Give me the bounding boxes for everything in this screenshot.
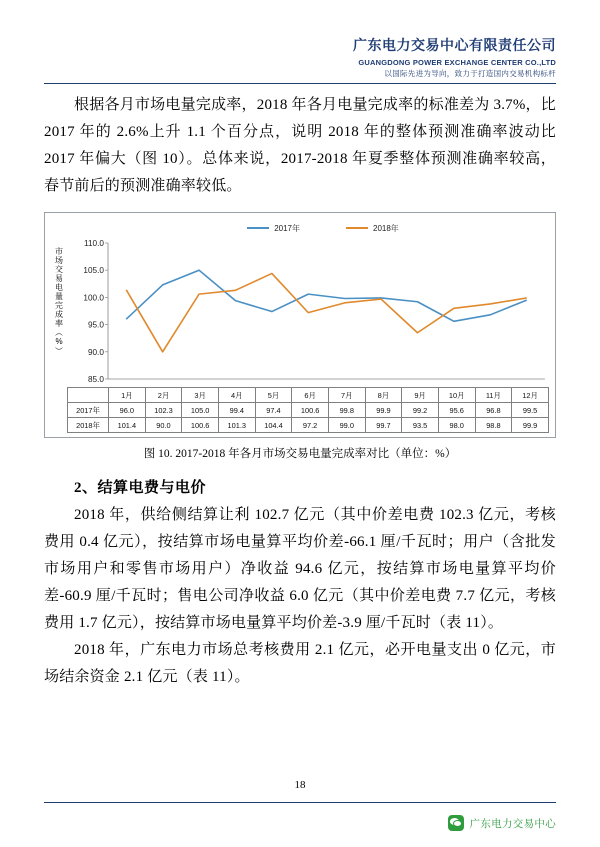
table-cell: 101.3 bbox=[218, 418, 255, 433]
header-divider bbox=[44, 83, 556, 84]
footer-divider bbox=[44, 802, 556, 803]
table-cell: 101.4 bbox=[109, 418, 146, 433]
footer-brand bbox=[448, 815, 556, 831]
table-column-header: 10月 bbox=[438, 388, 475, 403]
table-column-header: 5月 bbox=[255, 388, 292, 403]
table-cell: 95.6 bbox=[438, 403, 475, 418]
svg-text:100.0: 100.0 bbox=[83, 293, 104, 303]
svg-text:90.0: 90.0 bbox=[87, 347, 104, 357]
legend-label-2018: 2018年 bbox=[373, 223, 399, 233]
table-cell: 100.6 bbox=[292, 403, 329, 418]
table-cell: 98.0 bbox=[438, 418, 475, 433]
paragraph-1: 根据各月市场电量完成率，2018 年各月电量完成率的标准差为 3.7%，比 2017 年的 2.6%上升 1.1 个百分点，说明 2018 年的整体预测准确率波动比 2017 年偏大（图 10）。总体来说，2017-2018 年夏季整体预测准确率较高，春节前后的预测准确率较低。 bbox=[44, 97, 556, 194]
page-number: 18 bbox=[294, 779, 306, 791]
svg-text:95.0: 95.0 bbox=[87, 320, 104, 330]
section-heading: 2、结算电费与电价 bbox=[74, 480, 207, 496]
table-column-header: 7月 bbox=[328, 388, 365, 403]
table-row-header: 2017年 bbox=[68, 403, 109, 418]
table-cell: 102.3 bbox=[145, 403, 182, 418]
table-cell: 93.5 bbox=[402, 418, 439, 433]
table-row bbox=[68, 403, 549, 418]
chart-container bbox=[44, 212, 556, 438]
table-column-header: 3月 bbox=[182, 388, 219, 403]
table-cell: 100.6 bbox=[182, 418, 219, 433]
table-cell: 99.4 bbox=[218, 403, 255, 418]
table-header-row bbox=[68, 388, 549, 403]
svg-text:105.0: 105.0 bbox=[83, 266, 104, 276]
table-column-header: 2月 bbox=[145, 388, 182, 403]
table-row-header: 2018年 bbox=[68, 418, 109, 433]
figure-10 bbox=[44, 212, 556, 461]
table-column-header: 1月 bbox=[109, 388, 146, 403]
table-cell: 99.2 bbox=[402, 403, 439, 418]
plot-wrapper bbox=[51, 237, 549, 387]
table-column-header: 4月 bbox=[218, 388, 255, 403]
figure-caption: 图 10. 2017-2018 年各月市场交易电量完成率对比（单位：%） bbox=[143, 448, 457, 460]
y-axis-label: 市场交易电量完成率（%） bbox=[54, 246, 64, 356]
document-header bbox=[353, 38, 556, 78]
table-cell: 104.4 bbox=[255, 418, 292, 433]
table-column-header: 6月 bbox=[292, 388, 329, 403]
table-column-header: 8月 bbox=[365, 388, 402, 403]
paragraph-2: 2018 年，供给侧结算让利 102.7 亿元（其中价差电费 102.3 亿元，考核费用 0.4 亿元），按结算市场电量算平均价差-66.1 厘/千瓦时；用户（含批发市场用户和零售市场用户）净收益 94.6 亿元，按结算市场电量算平均价差-60.9 厘/千瓦时；售电公司净收益 6.0 亿元（其中价差电费 7.7 亿元，考核费用 1.7 亿元），按结算市场电量算平均价差-3.9 厘/千瓦时（表 11）。 bbox=[44, 507, 556, 631]
table-cell: 97.2 bbox=[292, 418, 329, 433]
legend-swatch-2017 bbox=[247, 227, 269, 229]
chart-legend bbox=[51, 219, 549, 237]
table-cell: 97.4 bbox=[255, 403, 292, 418]
table-corner-cell bbox=[68, 388, 109, 403]
svg-text:85.0: 85.0 bbox=[87, 375, 104, 384]
table-cell: 90.0 bbox=[145, 418, 182, 433]
legend-swatch-2018 bbox=[346, 227, 368, 229]
line-chart bbox=[67, 237, 549, 387]
table-cell: 99.9 bbox=[512, 418, 549, 433]
table-cell: 96.0 bbox=[109, 403, 146, 418]
table-cell: 99.5 bbox=[512, 403, 549, 418]
table-cell: 105.0 bbox=[182, 403, 219, 418]
table-cell: 99.9 bbox=[365, 403, 402, 418]
legend-label-2017: 2017年 bbox=[274, 223, 300, 233]
table-column-header: 9月 bbox=[402, 388, 439, 403]
table-cell: 99.7 bbox=[365, 418, 402, 433]
table-cell: 96.8 bbox=[475, 403, 512, 418]
chart-data-table bbox=[67, 387, 549, 433]
table-cell: 99.0 bbox=[328, 418, 365, 433]
svg-text:110.0: 110.0 bbox=[84, 239, 104, 248]
company-name-cn: 广东电力交易中心有限责任公司 bbox=[353, 39, 556, 54]
table-cell: 99.8 bbox=[328, 403, 365, 418]
plot-area bbox=[67, 237, 549, 387]
footer-brand-text: 广东电力交易中心 bbox=[469, 818, 556, 830]
legend-item-2017 bbox=[247, 223, 300, 234]
company-name-en: GUANGDONG POWER EXCHANGE CENTER CO.,LTD bbox=[358, 57, 556, 67]
document-content bbox=[44, 92, 556, 691]
company-slogan: 以国际先进为导向，致力于打造国内交易机构标杆 bbox=[384, 68, 556, 78]
table-column-header: 12月 bbox=[512, 388, 549, 403]
table-row bbox=[68, 418, 549, 433]
paragraph-3: 2018 年，广东电力市场总考核费用 2.1 亿元，必开电量支出 0 亿元，市场结余资金 2.1 亿元（表 11）。 bbox=[44, 642, 556, 685]
table-column-header: 11月 bbox=[475, 388, 512, 403]
table-cell: 98.8 bbox=[475, 418, 512, 433]
legend-item-2018 bbox=[346, 223, 399, 234]
wechat-icon bbox=[448, 815, 464, 831]
